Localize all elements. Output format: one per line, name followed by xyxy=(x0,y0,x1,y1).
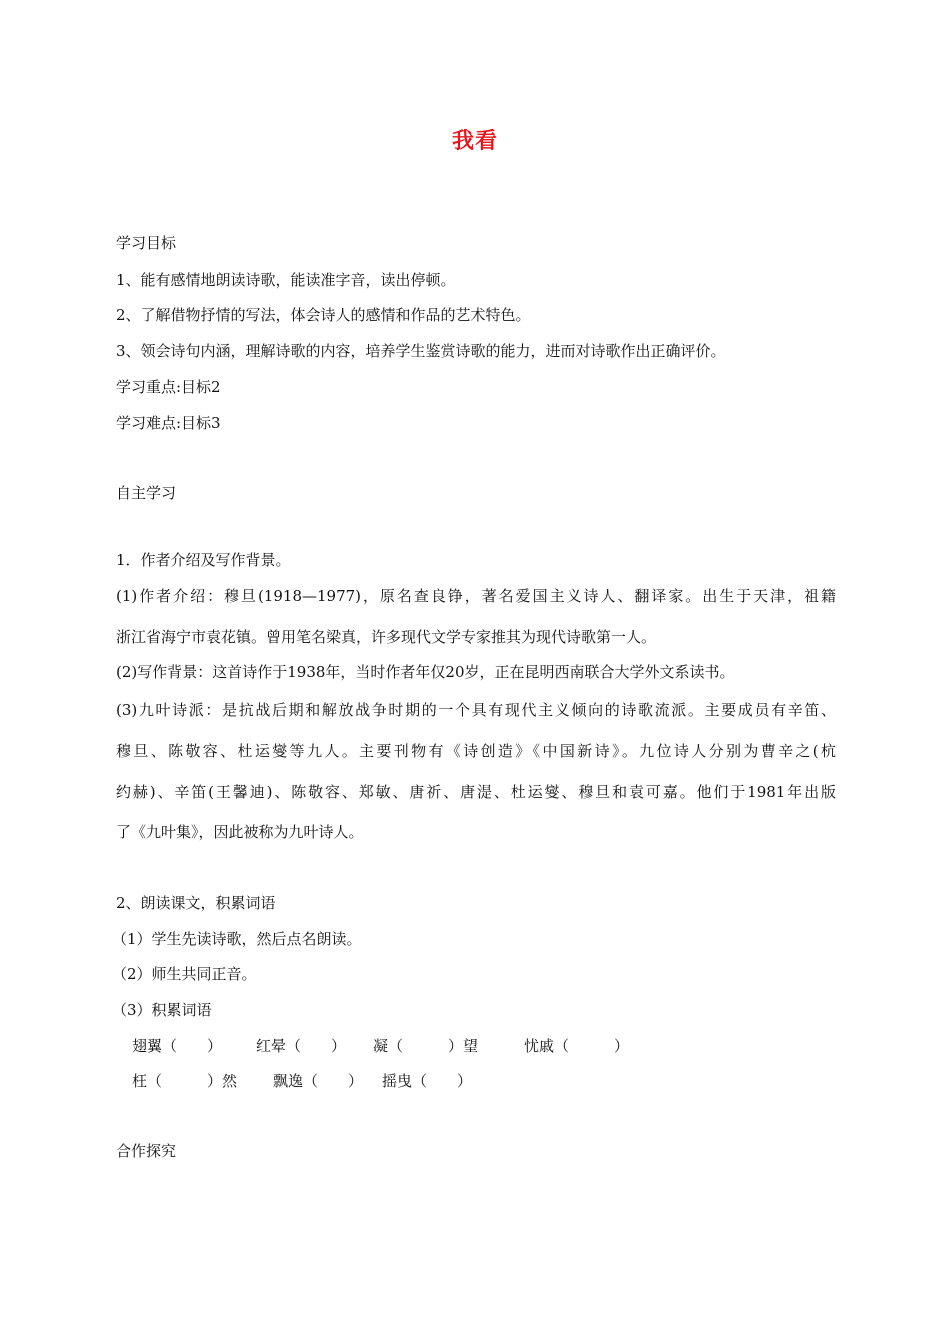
q2-item-3: （3）积累词语 xyxy=(112,1001,212,1019)
goal-item-3: 3、领会诗句内涵，理解诗歌的内容，培养学生鉴赏诗歌的能力，进而对诗歌作出正确评价。 xyxy=(116,342,726,360)
school-line-3: 约赫)、辛笛(王馨迪)、陈敬容、郑敏、唐祈、唐湜、杜运燮、穆旦和袁可嘉。他们于1981年出版 xyxy=(116,783,836,801)
difficulty-point: 学习难点:目标3 xyxy=(116,414,221,432)
q1-title: 1．作者介绍及写作背景。 xyxy=(116,551,291,569)
q2-item-2: （2）师生共同正音。 xyxy=(112,965,257,983)
page-title: 我看 xyxy=(451,128,498,154)
author-intro-line-2: 浙江省海宁市袁花镇。曾用笔名梁真，许多现代文学专家推其为现代诗歌第一人。 xyxy=(116,628,657,646)
school-line-1: (3)九叶诗派：是抗战后期和解放战争时期的一个具有现代主义倾向的诗歌流派。主要成员有辛笛、 xyxy=(116,701,836,719)
q2-title: 2、朗读课文，积累词语 xyxy=(116,894,276,912)
school-line-4: 了《九叶集》，因此被称为九叶诗人。 xyxy=(116,823,364,841)
vocab-item: 飘逸（ ） xyxy=(273,1072,364,1090)
goal-item-2: 2、了解借物抒情的写法，体会诗人的感情和作品的艺术特色。 xyxy=(116,306,531,324)
vocab-item: 忧戚（ ） xyxy=(524,1037,630,1055)
cooperate-heading: 合作探究 xyxy=(116,1142,177,1160)
vocab-item: 枉（ ）然 xyxy=(132,1072,238,1090)
key-point: 学习重点:目标2 xyxy=(116,378,221,396)
self-study-heading: 自主学习 xyxy=(116,484,177,502)
school-line-2: 穆旦、陈敬容、杜运燮等九人。主要刊物有《诗创造》《中国新诗》。九位诗人分别为曹辛之(杭 xyxy=(116,742,836,760)
vocab-item: 摇曳（ ） xyxy=(382,1072,473,1090)
author-intro-line-1: (1)作者介绍：穆旦(1918—1977)，原名查良铮，著名爱国主义诗人、翻译家。出生于天津，祖籍 xyxy=(116,587,836,605)
goal-item-1: 1、能有感情地朗读诗歌，能读准字音，读出停顿。 xyxy=(116,271,456,289)
q2-item-1: （1）学生先读诗歌，然后点名朗读。 xyxy=(112,930,362,948)
vocab-item: 红晕（ ） xyxy=(256,1037,347,1055)
vocab-item: 凝（ ）望 xyxy=(373,1037,479,1055)
goals-heading: 学习目标 xyxy=(116,234,177,252)
writing-background: (2)写作背景：这首诗作于1938年，当时作者年仅20岁，正在昆明西南联合大学外文系读书。 xyxy=(116,663,735,681)
vocab-item: 翅翼（ ） xyxy=(132,1037,223,1055)
